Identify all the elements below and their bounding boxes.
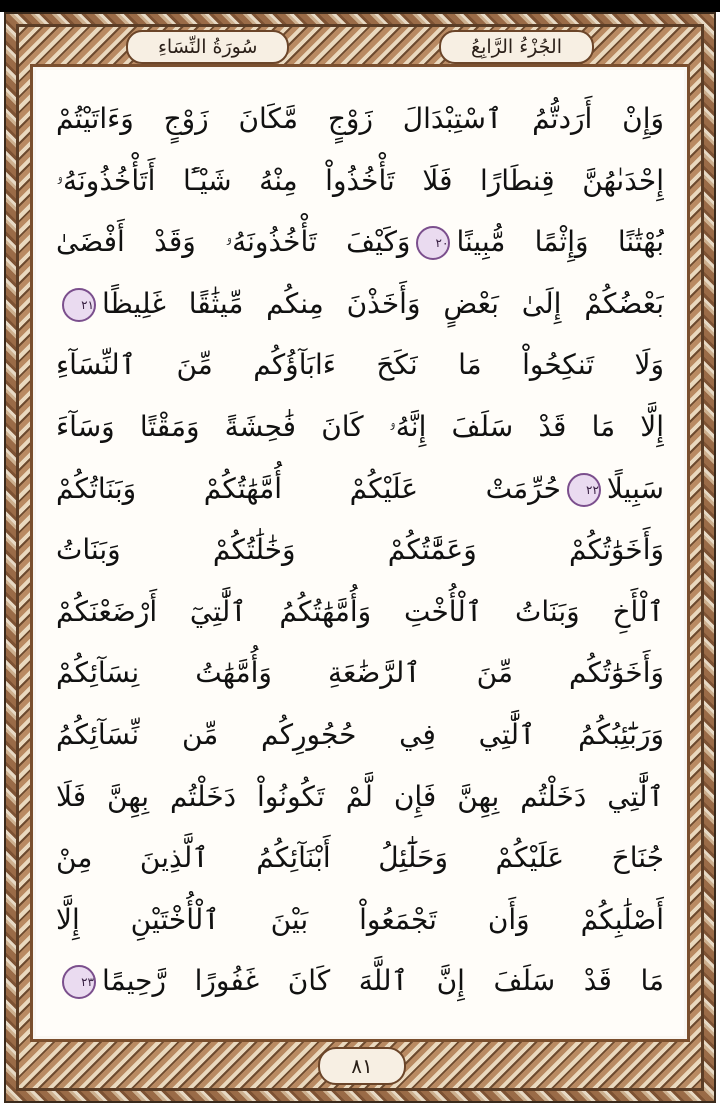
verse-text: وَأَخَوَٰتُكُم مِّنَ ٱلرَّضَٰعَةِ وَأُمَّهَٰتُ نِسَآئِكُمْ [56,656,664,690]
verse-text: إِلَّا مَا قَدْ سَلَفَ إِنَّهُۥ كَانَ فَٰحِشَةً وَمَقْتًا وَسَآءَ [56,409,664,443]
ayah-number-marker: ٢١ [62,288,96,322]
verse-line [56,827,664,889]
ayah-number-marker: ٢٠ [416,226,450,260]
page-header [30,26,690,64]
ayah-number-marker: ٢٢ [567,473,601,507]
verse-line [56,581,664,643]
verse-line [56,396,664,458]
verse-text: جُنَاحَ عَلَيْكُمْ وَحَلَٰٓئِلُ أَبْنَآئِكُمُ ٱلَّذِينَ مِنْ [56,841,664,875]
verse-text: سَبِيلًا [606,471,664,505]
verse-text: وَأَخَوَٰتُكُمْ وَعَمَّٰتُكُمْ وَخَٰلَٰتُكُمْ وَبَنَاتُ [56,533,664,567]
verse-line [56,704,664,766]
verse-text: بُهْتَٰنًا وَإِثْمًا مُّبِينًا [456,225,664,259]
verse-line [56,642,664,704]
verse-text: إِحْدَىٰهُنَّ قِنطَارًا فَلَا تَأْخُذُواْ مِنْهُ شَيْـًٔا أَتَأْخُذُونَهُۥ [56,163,664,197]
verse-text-continued: وَكَيْفَ تَأْخُذُونَهُۥ وَقَدْ أَفْضَىٰ [56,225,411,259]
verse-text-continued: حُرِّمَتْ عَلَيْكُمْ أُمَّهَٰتُكُمْ وَبَنَاتُكُمْ [56,471,561,505]
verse-text: ٱلْأَخِ وَبَنَاتُ ٱلْأُخْتِ وَأُمَّهَٰتُكُمُ ٱلَّٰتِيٓ أَرْضَعْنَكُمْ [56,594,664,628]
verse-line [56,88,664,150]
verse-text: وَإِنْ أَرَدتُّمُ ٱسْتِبْدَالَ زَوْجٍ مَّكَانَ زَوْجٍ وَءَاتَيْتُمْ [56,102,664,135]
verse-text: وَرَبَٰٓئِبُكُمُ ٱلَّٰتِي فِي حُجُورِكُم مِّن نِّسَآئِكُمُ [56,717,664,751]
verse-line [56,211,664,273]
verse-line [56,766,664,828]
surah-name-label: سُورَةُ النِّسَاءِ [126,30,289,64]
status-bar [0,0,720,12]
verse-text: ٱلَّٰتِي دَخَلْتُم بِهِنَّ فَإِن لَّمْ تَكُونُواْ دَخَلْتُم بِهِنَّ فَلَا [56,779,664,813]
verse-text: مَا قَدْ سَلَفَ إِنَّ ٱللَّهَ كَانَ غَفُورًا رَّحِيمًا [102,964,664,998]
verse-line [56,150,664,212]
verse-line [56,950,664,1012]
verse-text: أَصْلَٰبِكُمْ وَأَن تَجْمَعُواْ بَيْنَ ٱلْأُخْتَيْنِ إِلَّا [56,902,664,936]
page-number: ٨١ [318,1047,406,1085]
verse-line [56,334,664,396]
verse-text: بَعْضُكُمْ إِلَىٰ بَعْضٍ وَأَخَذْنَ مِنكُم مِّيثَٰقًا غَلِيظًا [102,286,664,320]
ayah-number-marker: ٢٣ [62,965,96,999]
juz-name-label: الجُزْءُ الرَّابِعُ [439,30,594,64]
verse-line [56,273,664,335]
verse-line [56,519,664,581]
verse-lines [56,88,664,1012]
verse-line [56,458,664,520]
verse-line [56,889,664,951]
verse-text: وَلَا تَنكِحُواْ مَا نَكَحَ ءَابَآؤُكُم مِّنَ ٱلنِّسَآءِ [56,348,664,382]
